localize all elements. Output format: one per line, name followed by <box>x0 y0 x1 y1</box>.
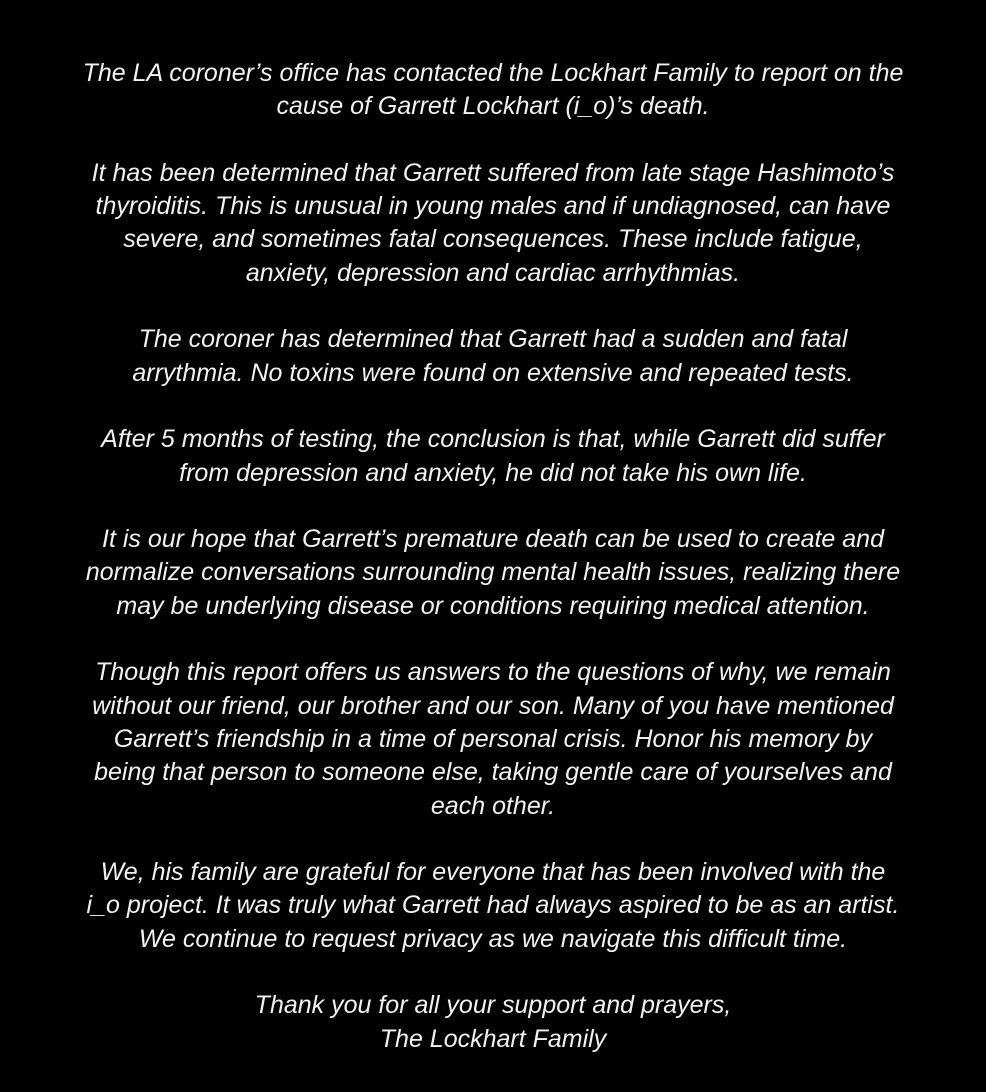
text-line: may be underlying disease or conditions requiring medical attention. <box>116 591 870 620</box>
paragraph-diagnosis <box>28 157 958 290</box>
text-line: from depression and anxiety, he did not take his own life. <box>179 458 807 487</box>
text-line: arrythmia. No toxins were found on extensive and repeated tests. <box>132 358 854 387</box>
text-line: We, his family are grateful for everyone that has been involved with the <box>100 858 886 887</box>
text-line: It is our hope that Garrett’s premature death can be used to create and <box>102 525 884 554</box>
paragraph-gratitude <box>28 856 958 956</box>
text-line: Though this report offers us answers to the questions of why, we remain <box>95 658 891 687</box>
text-line: normalize conversations surrounding mental health issues, realizing there <box>85 558 901 587</box>
text-line: We continue to request privacy as we navigate this difficult time. <box>138 924 848 953</box>
text-line: i_o project. It was truly what Garrett had always aspired to be as an artist. <box>86 891 900 920</box>
paragraph-conclusion <box>28 423 958 490</box>
signature: The Lockhart Family <box>379 1024 607 1053</box>
text-line: each other. <box>430 791 556 820</box>
text-line: After 5 months of testing, the conclusion is that, while Garrett did suffer <box>101 425 885 454</box>
paragraph-cause-of-death <box>28 323 958 390</box>
text-line: The LA coroner’s office has contacted the Lockhart Family to report on the <box>82 59 904 87</box>
paragraph-remembrance <box>28 656 958 822</box>
text-line: being that person to someone else, taking gentle care of yourselves and <box>94 758 892 787</box>
text-line: thyroiditis. This is unusual in young males and if undiagnosed, can have <box>95 192 891 221</box>
text-line: anxiety, depression and cardiac arrhythmias. <box>245 258 741 287</box>
paragraph-coroner-contact <box>28 57 958 124</box>
text-line: without our friend, our brother and our son. Many of you have mentioned <box>92 691 894 720</box>
family-statement <box>0 57 986 1056</box>
text-line: cause of Garrett Lockhart (i_o)’s death. <box>276 92 710 121</box>
paragraph-hope <box>28 523 958 623</box>
text-line: severe, and sometimes fatal consequences. These include fatigue, <box>123 225 863 254</box>
text-line: Garrett’s friendship in a time of personal crisis. Honor his memory by <box>113 724 873 753</box>
text-line: It has been determined that Garrett suffered from late stage Hashimoto’s <box>91 158 895 187</box>
sign-off <box>28 989 958 1056</box>
text-line: The coroner has determined that Garrett had a sudden and fatal <box>138 325 848 354</box>
closing-line: Thank you for all your support and prayers, <box>254 991 732 1020</box>
